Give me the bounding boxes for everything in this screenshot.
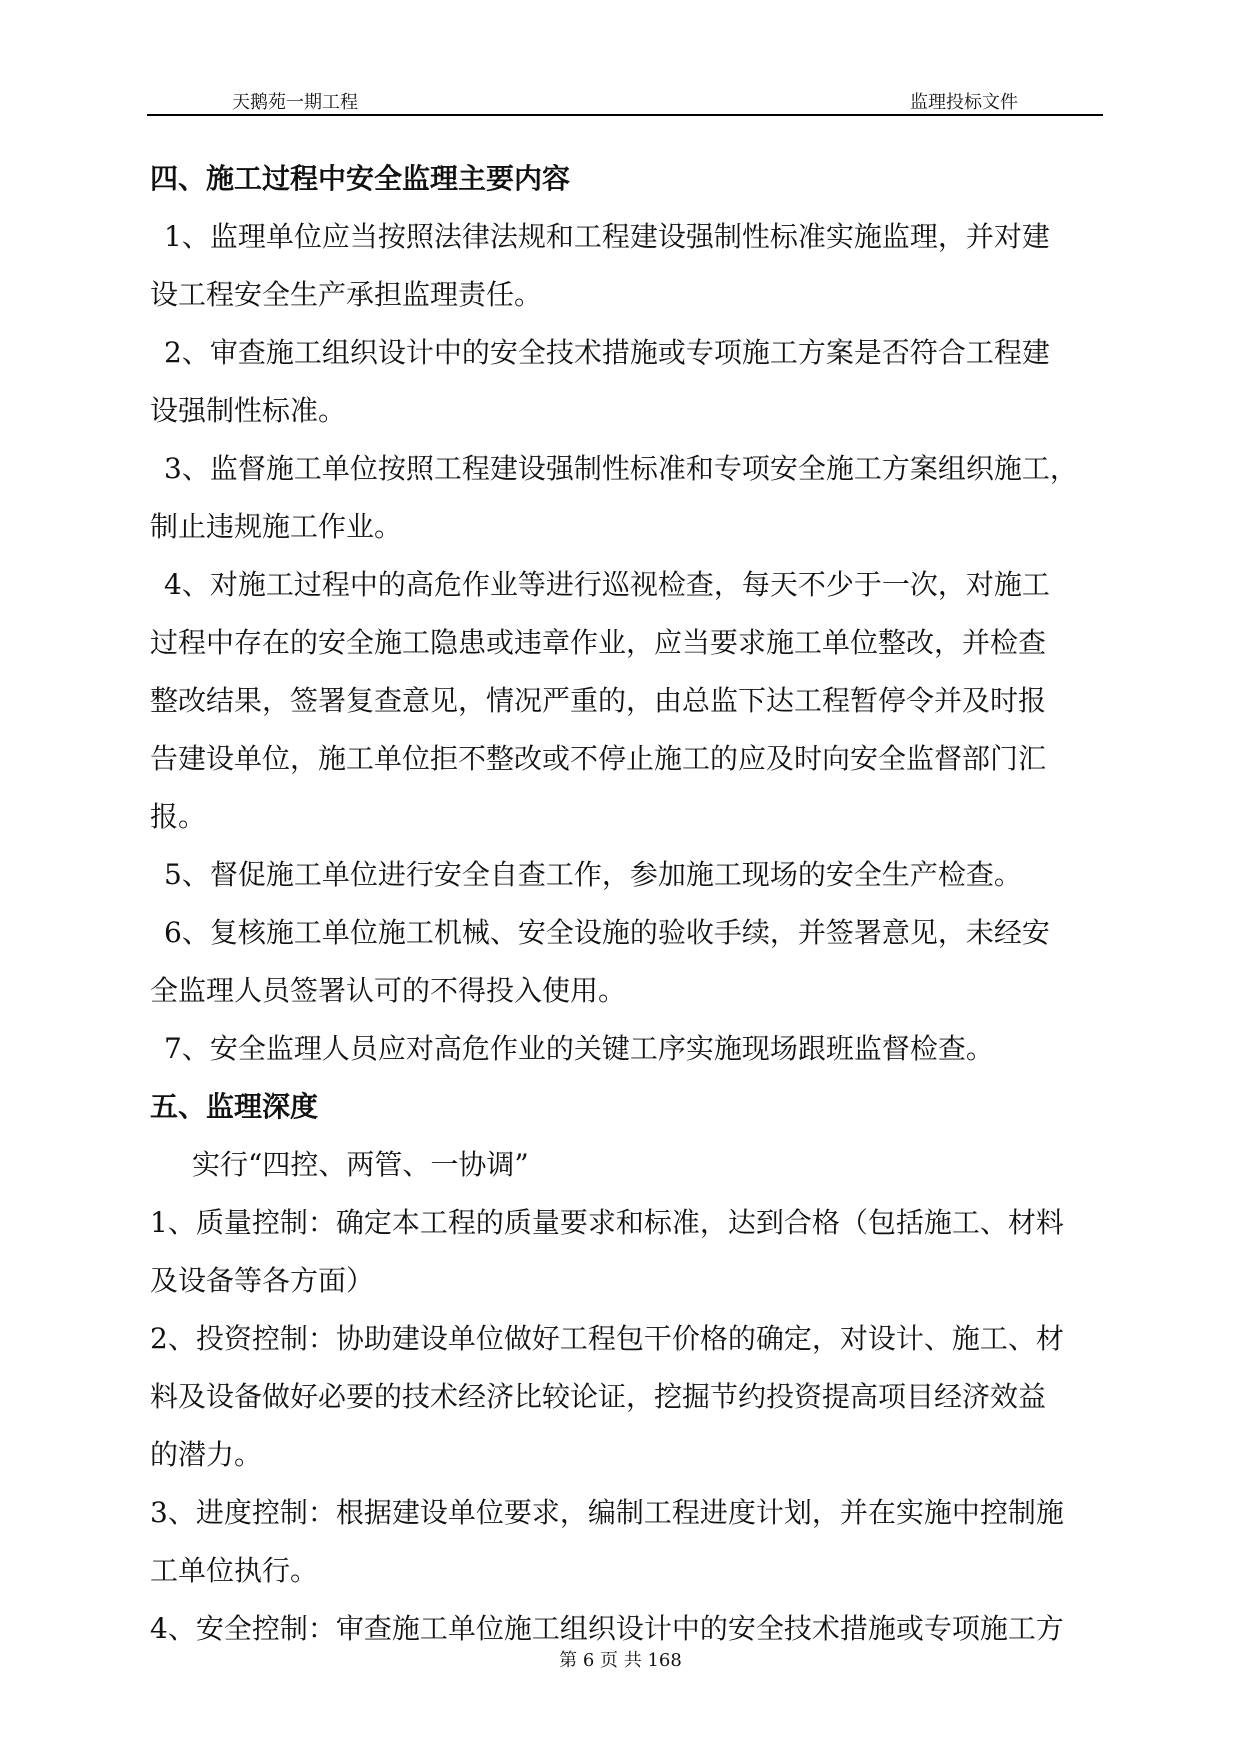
section-heading-4: 四、施工过程中安全监理主要内容 [150,162,571,195]
paragraph-line: 设工程安全生产承担监理责任。 [150,278,543,311]
section-heading-5: 五、监理深度 [150,1090,319,1123]
paragraph-line: 5、督促施工单位进行安全自查工作，参加施工现场的安全生产检查。 [164,858,1022,891]
paragraph-line: 1、监理单位应当按照法律法规和工程建设强制性标准实施监理，并对建 [164,220,1050,253]
paragraph-line: 报。 [150,800,207,833]
paragraph-line: 2、审查施工组织设计中的安全技术措施或专项施工方案是否符合工程建 [164,336,1050,369]
paragraph-line: 6、复核施工单位施工机械、安全设施的验收手续，并签署意见，未经安 [164,916,1050,949]
paragraph-line: 料及设备做好必要的技术经济比较论证，挖掘节约投资提高项目经济效益 [150,1380,1047,1413]
paragraph-line: 2、投资控制：协助建设单位做好工程包干价格的确定，对设计、施工、材 [150,1322,1064,1355]
header-divider [147,114,1103,116]
paragraph-line: 3、监督施工单位按照工程建设强制性标准和专项安全施工方案组织施工， [164,452,1078,485]
header-document-type: 监理投标文件 [910,92,1018,113]
paragraph-line: 的潜力。 [150,1438,263,1471]
page-header [147,84,1103,116]
page-number-footer: 第 6 页 共 168 [559,1650,682,1671]
paragraph-line: 3、进度控制：根据建设单位要求，编制工程进度计划，并在实施中控制施 [150,1496,1064,1529]
document-body [150,150,1100,1658]
paragraph-line: 设强制性标准。 [150,394,347,427]
paragraph-line: 告建设单位，施工单位拒不整改或不停止施工的应及时向安全监督部门汇 [150,742,1047,775]
header-project-title: 天鹅苑一期工程 [232,92,358,113]
paragraph-line: 工单位执行。 [150,1554,319,1587]
paragraph-line: 及设备等各方面） [150,1264,375,1297]
paragraph-line: 过程中存在的安全施工隐患或违章作业，应当要求施工单位整改，并检查 [150,626,1047,659]
paragraph-line: 制止违规施工作业。 [150,510,403,543]
paragraph-line: 4、安全控制：审查施工单位施工组织设计中的安全技术措施或专项施工方 [150,1612,1064,1645]
paragraph-line: 全监理人员签署认可的不得投入使用。 [150,974,627,1007]
paragraph-line: 实行“四控、两管、一协调” [192,1148,529,1181]
paragraph-line: 4、对施工过程中的高危作业等进行巡视检查，每天不少于一次，对施工 [164,568,1050,601]
paragraph-line: 整改结果，签署复查意见，情况严重的，由总监下达工程暂停令并及时报 [150,684,1047,717]
paragraph-line: 7、安全监理人员应对高危作业的关键工序实施现场跟班监督检查。 [164,1032,994,1065]
paragraph-line: 1、质量控制：确定本工程的质量要求和标准，达到合格（包括施工、材料 [150,1206,1064,1239]
